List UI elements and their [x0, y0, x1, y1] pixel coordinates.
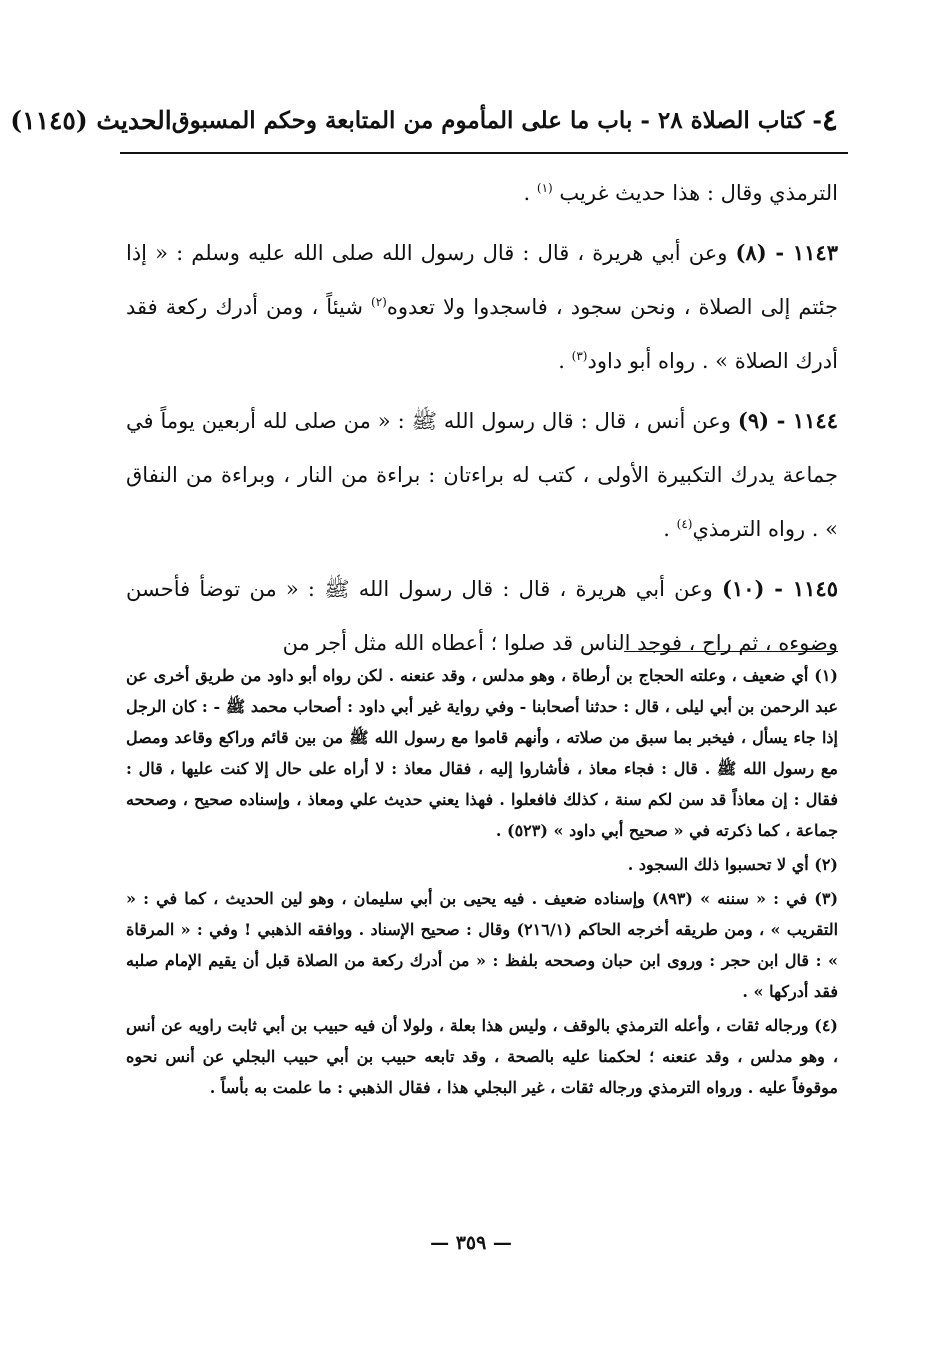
hadith-text-cont: شيئاً ، ومن أدرك ركعة فقد أدرك الصلاة » . رواه أبو داود: [126, 295, 838, 373]
hadith-text: وعن أنس ، قال : قال رسول الله ﷺ : « من صلى لله أربعين يوماً في جماعة يدرك التكبيرة الأولى ، كتب له براءتان : براءة من النار ، وبراءة من النفاق » . رواه الترمذي: [126, 409, 838, 541]
hadith-number: ١١٤٥ - (١٠): [722, 576, 838, 601]
hadith-1143: ١١٤٣ - (٨) وعن أبي هريرة ، قال : قال رسول الله صلى الله عليه وسلم : « إذا جئتم إلى الصلاة ، ونحن سجود ، فاسجدوا ولا تعدوه$^{(٢)}$ شيئاً ، ومن أدرك ركعة فقد أدرك الصلاة » . رواه أبو داود$^{(٣)}$ .: [126, 240, 839, 373]
hadith-1144: ١١٤٤ - (٩) وعن أنس ، قال : قال رسول الله ﷺ : « من صلى لله أربعين يوماً في جماعة يدرك التكبيرة الأولى ، كتب له براءتان : براءة من النار ، وبراءة من النفاق » . رواه الترمذي$^{(٤)}$ .: [126, 408, 838, 541]
footnote-rule: [624, 651, 838, 652]
running-header: [10, 92, 838, 148]
footnote-ref: (٤): [676, 517, 693, 531]
page-number: — ٣٥٩ —: [430, 1232, 512, 1254]
footnote-2: (٢) أي لا تحسبوا ذلك السجود .: [627, 855, 838, 874]
hadith-text: وعن أبي هريرة ، قال : قال رسول الله ﷺ : « من توضأ فأحسن وضوءه ، ثم راح ، فوجد الناس قد صلوا ؛ أعطاه الله مثل أجر من: [126, 577, 838, 655]
footnote-ref: (١): [536, 181, 553, 195]
footnote-1: (١) أي ضعيف ، وعلته الحجاج بن أرطاة ، وهو مدلس ، وقد عنعنه . لكن رواه أبو داود من طريق أخرى عن عبد الرحمن بن أبي ليلى ، قال : حدثنا أصحابنا - وفي رواية غير أبي داود : أصحاب محمد ﷺ - : كان الرجل إذا جاء يسأل ، فيخبر بما سبق من صلاته ، وأنهم قاموا مع رسول الله ﷺ من بين قائم وراكع وقاعد ومصل مع رسول الله ﷺ . قال : فجاء معاذ ، فأشاروا إليه ، فقال معاذ : لا أراه على حال إلا كنت عليها ، قال : فقال : إن معاذاً قد سن لكم سنة ، كذلك فافعلوا . فهذا يعني حديث علي ومعاذ ، وإسناده صحيح ، وصححه جماعة ، كما ذكرته في « صحيح أبي داود » (٥٢٣) .: [126, 666, 839, 840]
hadith-text: وعن أبي هريرة ، قال : قال رسول الله صلى الله عليه وسلم : « إذا جئتم إلى الصلاة ، ونحن سجود ، فاسجدوا ولا تعدوه: [126, 241, 839, 319]
hadith-1145: [126, 562, 838, 670]
footnote-ref: (٢): [371, 295, 387, 309]
footnote-4: (٤) ورجاله ثقات ، وأعله الترمذي بالوقف ، وليس هذا بعلة ، ولولا أن فيه حبيب بن أبي ثابت راويه عن أنس ، وهو مدلس ، وقد عنعنه ؛ لحكمنا عليه بالصحة ، وقد تابعه حبيب بن أبي حبيب البجلي عن أنس نحوه موقوفاً عليه . ورواه الترمذي ورجاله ثقات ، غير البجلي هذا ، فقال الذهبي : ما علمت به بأساً .: [126, 1016, 839, 1097]
hadith-number: ١١٤٤ - (٩): [737, 408, 838, 433]
hadith-number: ١١٤٣ - (٨): [735, 240, 838, 265]
part-number: ٤: [821, 102, 838, 138]
footnote-3: (٣) في : « سننه » (٨٩٣) وإسناده ضعيف . فيه يحيى بن أبي سليمان ، وهو لين الحديث ، كما في : « التقريب » ، ومن طريقه أخرجه الحاكم (٢١٦/١) وقال : صحيح الإسناد . ووافقه الذهبي ! وفي : « المرقاة » : قال ابن حجر : وروى ابن حبان وصححه بلفظ : « من أدرك ركعة من الصلاة قبل أن يقيم الإمام صلبه فقد أدركها » .: [126, 889, 839, 1001]
header-rule: [120, 152, 848, 154]
footnote-ref: (٣): [571, 349, 588, 363]
footnotes: [126, 660, 838, 1103]
hadith-range: الحديث (١١٤٥): [10, 105, 172, 135]
main-text: [126, 166, 838, 670]
intro-text: الترمذي وقال : هذا حديث غريب: [559, 181, 838, 205]
continuation-paragraph: الترمذي وقال : هذا حديث غريب $^{(١)}$ .: [523, 181, 838, 205]
chapter-title: - كتاب الصلاة ٢٨ - باب ما على المأموم من المتابعة وحكم المسبوق: [171, 106, 822, 134]
